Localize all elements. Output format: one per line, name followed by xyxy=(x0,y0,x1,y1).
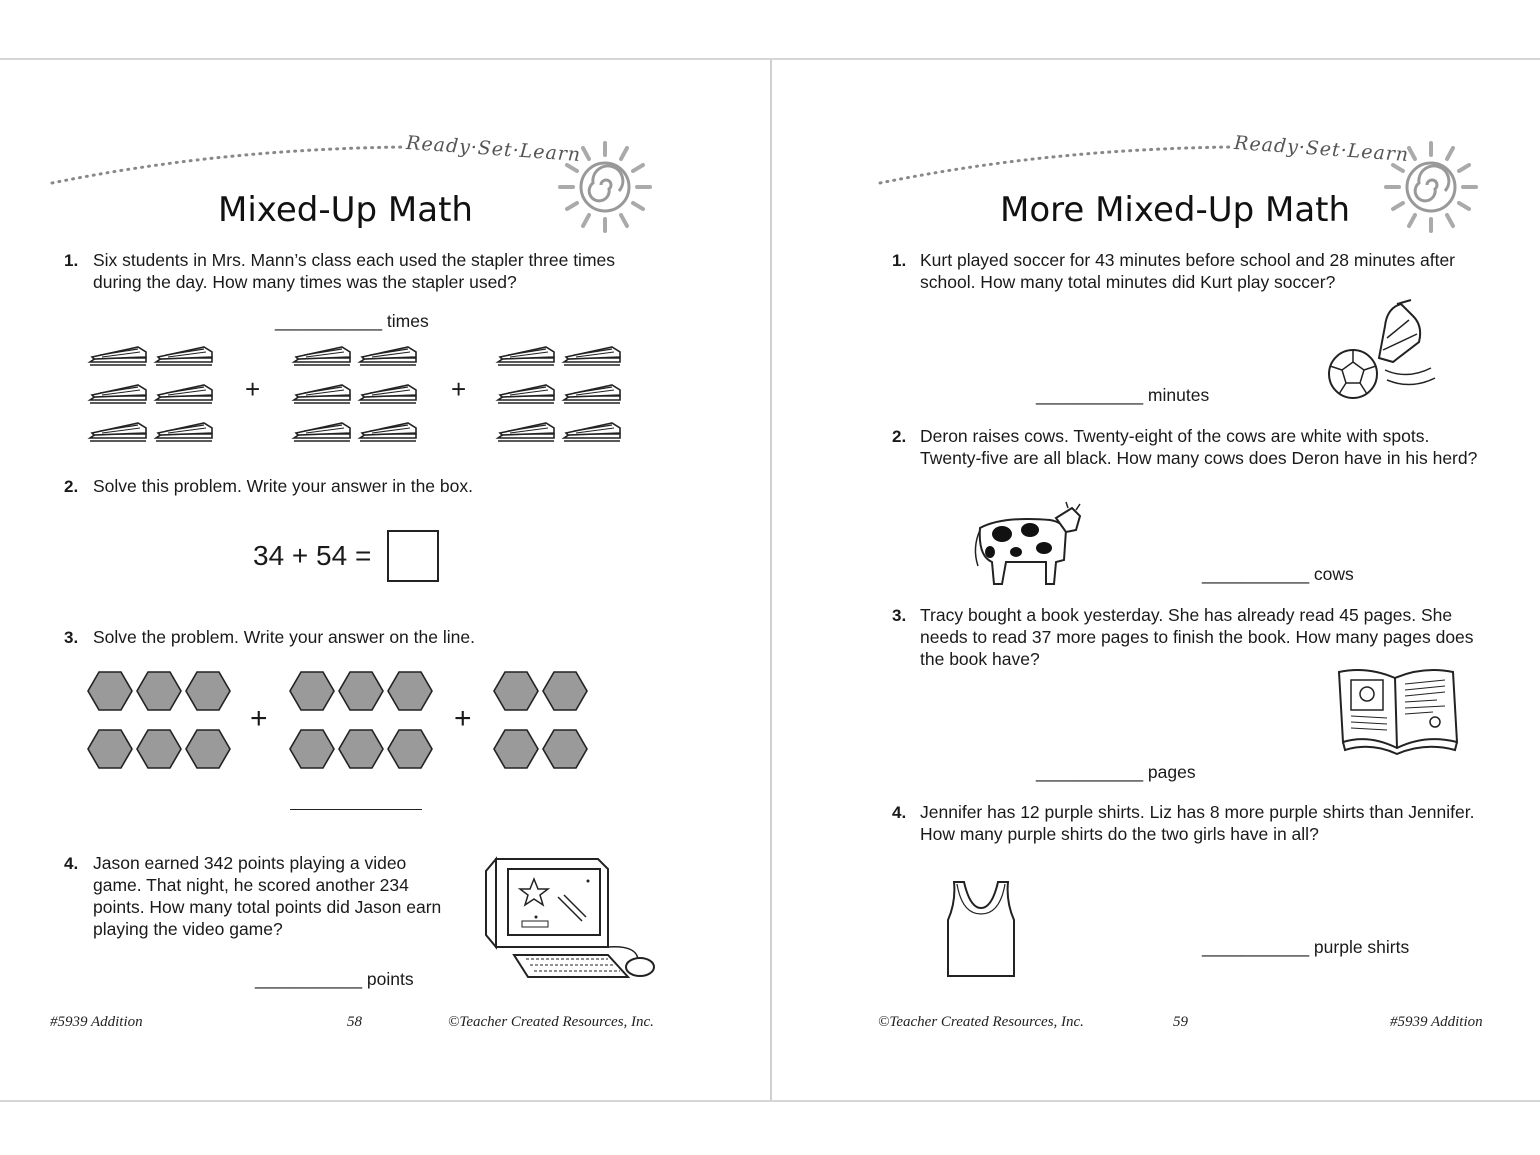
dotted-arc xyxy=(878,135,1238,185)
question-number: 1. xyxy=(64,251,79,270)
footer-copyright: ©Teacher Created Resources, Inc. xyxy=(878,1014,1084,1030)
page-title: Mixed-Up Math xyxy=(218,190,473,230)
answer-line[interactable] xyxy=(290,809,422,810)
tank-top-icon xyxy=(944,880,1018,980)
answer-line-pages: ___________ pages xyxy=(1036,762,1196,782)
question-text: Tracy bought a book yesterday. She has already read 45 pages. She needs to read 37 more pages to finish the book. How many pages does the book have? xyxy=(920,605,1474,669)
footer-copyright: ©Teacher Created Resources, Inc. xyxy=(448,1014,654,1030)
book-icon xyxy=(1337,666,1462,756)
series-logo-text: Ready·Set·Learn xyxy=(1233,131,1410,167)
plus-sign: + xyxy=(451,374,467,404)
plus-sign: + xyxy=(250,702,268,735)
plus-sign: + xyxy=(245,374,261,404)
question-text: Deron raises cows. Twenty-eight of the cows are white with spots. Twenty-five are all black. How many cows does Deron have in his herd? xyxy=(920,426,1478,468)
footer-code: #5939 Addition xyxy=(50,1014,143,1030)
stapler-icon xyxy=(498,347,620,441)
hexagon-groups xyxy=(88,672,593,772)
soccer-ball-icon xyxy=(1327,298,1442,408)
question-number: 3. xyxy=(892,606,907,625)
page-59 xyxy=(772,60,1540,1100)
book-spread xyxy=(0,58,1540,1102)
page-number: 58 xyxy=(347,1014,362,1030)
equation: 34 + 54 = xyxy=(253,540,372,571)
answer-line-times: ___________ times xyxy=(275,311,429,331)
sneaker-icon xyxy=(1379,300,1420,362)
answer-line-cows: ___________ cows xyxy=(1202,564,1354,584)
question-number: 2. xyxy=(892,427,907,446)
computer-icon xyxy=(478,855,658,985)
dotted-arc xyxy=(50,135,410,185)
question-text: Jason earned 342 points playing a video game. That night, he scored another 234 points. How many total points did Jason earn playing the video game? xyxy=(93,853,442,939)
cow-icon xyxy=(972,500,1084,590)
question-text: Kurt played soccer for 43 minutes before school and 28 minutes after school. How many total minutes did Kurt play soccer? xyxy=(920,250,1456,292)
answer-line-purple-shirts: ___________ purple shirts xyxy=(1202,937,1410,957)
stapler-icon xyxy=(90,347,212,441)
hexagon-icon xyxy=(494,672,587,768)
series-logo-text: Ready·Set·Learn xyxy=(405,131,582,167)
answer-line-minutes: ___________ minutes xyxy=(1036,385,1210,405)
plus-sign: + xyxy=(454,702,472,735)
stapler-groups xyxy=(88,344,633,444)
question-number: 4. xyxy=(64,854,79,873)
question-number: 4. xyxy=(892,803,907,822)
hexagon-icon xyxy=(290,672,432,768)
question-number: 3. xyxy=(64,628,79,647)
hexagon-icon xyxy=(88,672,230,768)
answer-box[interactable] xyxy=(387,530,439,582)
stapler-icon xyxy=(294,347,416,441)
footer-code: #5939 Addition xyxy=(1390,1014,1483,1030)
sun-icon xyxy=(1384,140,1479,235)
answer-line-points: ___________ points xyxy=(255,969,414,989)
question-text: Six students in Mrs. Mann’s class each used the stapler three times during the day. How many times was the stapler used? xyxy=(93,250,616,292)
question-text: Jennifer has 12 purple shirts. Liz has 8 more purple shirts than Jennifer. How many purple shirts do the two girls have in all? xyxy=(920,802,1475,844)
question-number: 1. xyxy=(892,251,907,270)
question-number: 2. xyxy=(64,477,79,496)
question-text: Solve the problem. Write your answer on the line. xyxy=(93,627,475,647)
page-number: 59 xyxy=(1173,1014,1188,1030)
sun-icon xyxy=(558,140,653,235)
page-title: More Mixed-Up Math xyxy=(1000,190,1351,230)
page-58 xyxy=(0,60,770,1100)
question-text: Solve this problem. Write your answer in the box. xyxy=(93,476,473,496)
